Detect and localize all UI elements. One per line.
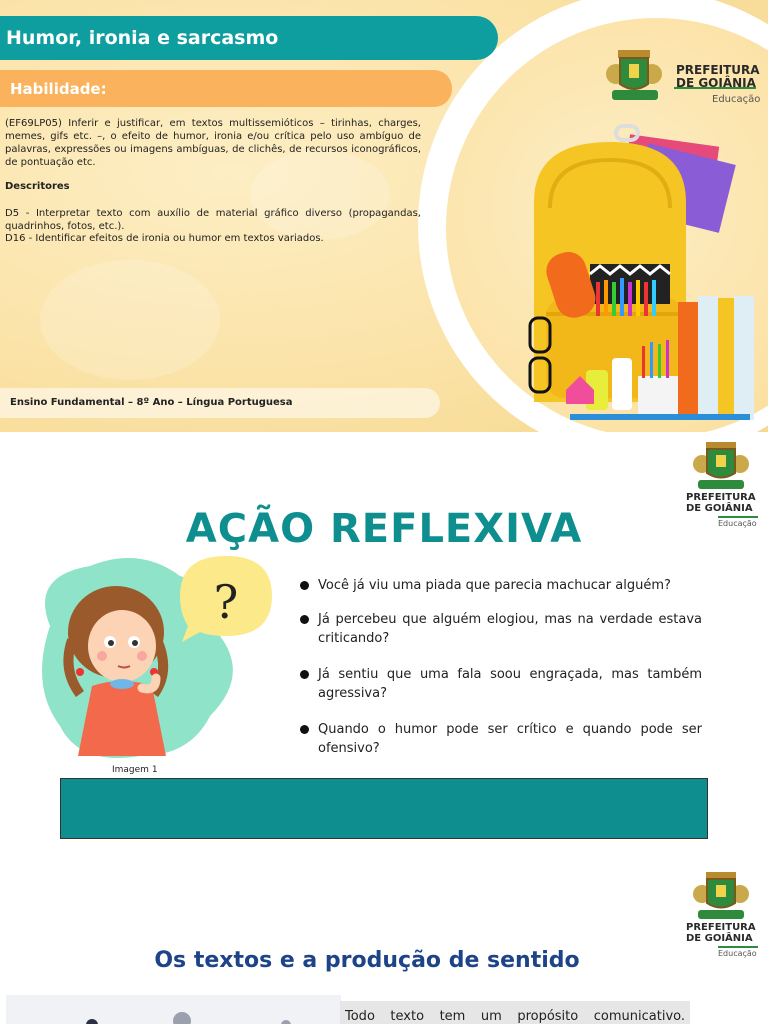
section-heading: Os textos e a produção de sentido bbox=[154, 948, 580, 973]
descritores-heading: Descritores bbox=[5, 181, 70, 192]
body-text: Todo texto tem um propósito comunicativo. bbox=[345, 1009, 685, 1024]
logo-subtitle: Educação bbox=[718, 946, 758, 958]
bullet-icon bbox=[300, 615, 309, 624]
background-blob bbox=[40, 260, 220, 380]
descritor-d5: D5 - Interpretar texto com auxílio de material gráfico diverso (propagandas, quadrinhos, fotos, etc.). bbox=[5, 208, 421, 232]
logo-line2: DE GOIÂNIA bbox=[686, 503, 753, 514]
question-mark-icon: ? bbox=[213, 575, 239, 629]
backpack-illustration bbox=[520, 122, 768, 432]
logo-name bbox=[676, 64, 760, 90]
prefeitura-logo bbox=[596, 44, 766, 110]
logo-line1: PREFEITURA bbox=[676, 63, 760, 77]
question-text: Você já viu uma piada que parecia machucar alguém? bbox=[318, 578, 671, 593]
list-item bbox=[298, 665, 702, 703]
slide-acao-reflexiva bbox=[0, 432, 768, 864]
logo-line2: DE GOIÂNIA bbox=[686, 933, 753, 944]
question-text: Já sentiu que uma fala soou engraçada, mas também agressiva? bbox=[318, 667, 702, 701]
bullet-icon bbox=[300, 670, 309, 679]
logo-line2: DE GOIÂNIA bbox=[676, 76, 756, 90]
coat-of-arms-icon bbox=[684, 870, 758, 922]
people-illustration bbox=[6, 995, 341, 1024]
logo-subtitle: Educação bbox=[712, 94, 761, 105]
list-item bbox=[298, 576, 702, 595]
bullet-icon bbox=[300, 581, 309, 590]
logo-line1: PREFEITURA bbox=[686, 922, 756, 933]
logo-name bbox=[686, 922, 756, 944]
habilidade-label: Habilidade: bbox=[10, 80, 107, 98]
thinking-girl-illustration bbox=[30, 556, 276, 766]
coat-of-arms-icon bbox=[684, 440, 758, 492]
list-item bbox=[298, 610, 702, 648]
slide-cover bbox=[0, 0, 768, 432]
image-caption: Imagem 1 bbox=[112, 765, 158, 775]
section-heading: AÇÃO REFLEXIVA bbox=[185, 506, 583, 552]
bullet-icon bbox=[300, 725, 309, 734]
question-text: Quando o humor pode ser crítico e quando pode ser ofensivo? bbox=[318, 722, 702, 756]
logo-line1: PREFEITURA bbox=[686, 492, 756, 503]
slide-textos bbox=[0, 864, 768, 1024]
course-info: Ensino Fundamental – 8º Ano – Língua Portuguesa bbox=[10, 397, 293, 408]
question-text: Já percebeu que alguém elogiou, mas na verdade estava criticando? bbox=[318, 612, 702, 646]
reflection-questions bbox=[298, 576, 702, 758]
descritor-d16: D16 - Identificar efeitos de ironia ou humor em textos variados. bbox=[5, 233, 324, 244]
list-item bbox=[298, 720, 702, 758]
teal-answer-box bbox=[60, 778, 708, 839]
skill-description: (EF69LP05) Inferir e justificar, em textos multissemióticos – tirinhas, charges, memes, gifs etc. –, o efeito de humor, ironia e/ou crítica pelo uso ambíguo de palavras, expressões ou imagens ambíguas, de clichês, de recursos iconográficos, de pontuação etc. bbox=[5, 118, 421, 168]
slide-title: Humor, ironia e sarcasmo bbox=[6, 27, 279, 49]
illustration-area bbox=[6, 995, 341, 1024]
logo-subtitle: Educação bbox=[718, 516, 758, 528]
